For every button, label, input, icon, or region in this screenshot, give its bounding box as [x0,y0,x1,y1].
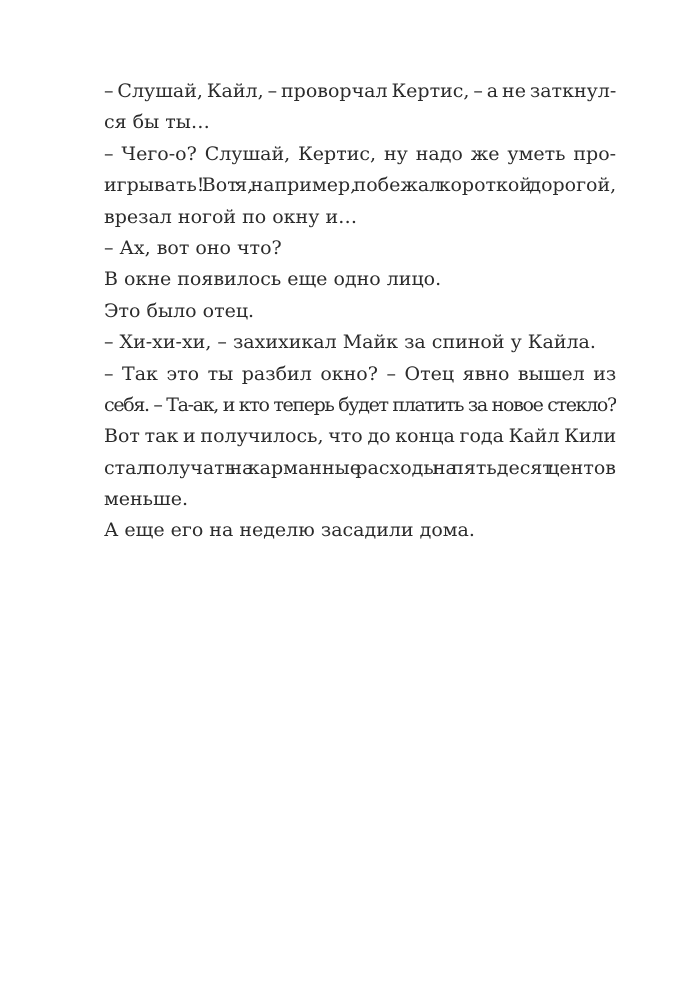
text-line: Вот так и получилось, что до конца года Кайл Кили [104,425,616,448]
text-line: стал получать на карманные расходы на пятьдесят центов [104,456,616,479]
text-line: Это было отец. [104,299,255,322]
text-line: – Хи-хи-хи, – захихикал Майк за спиной у Кайла. [104,331,596,354]
text-line: А еще его на неделю засадили дома. [104,519,475,542]
body-text [104,76,616,547]
text-line: себя. – Та-ак, и кто теперь будет платить за новое стекло? [104,393,616,416]
text-line: В окне появилось еще одно лицо. [104,268,442,291]
text-line: – Чего-о? Слушай, Кертис, ну надо же уметь про- [104,142,616,165]
text-line: игрывать! Вот я, например, побежал короткой дорогой, [104,174,616,197]
text-line: – Ах, вот оно что? [104,236,282,259]
text-line: меньше. [104,488,188,511]
text-line: ся бы ты… [104,111,210,134]
text-line: – Слушай, Кайл, – проворчал Кертис, – а не заткнул- [104,80,616,102]
text-line: – Так это ты разбил окно? – Отец явно вышел из [104,362,616,385]
text-line: врезал ногой по окну и… [104,205,358,228]
